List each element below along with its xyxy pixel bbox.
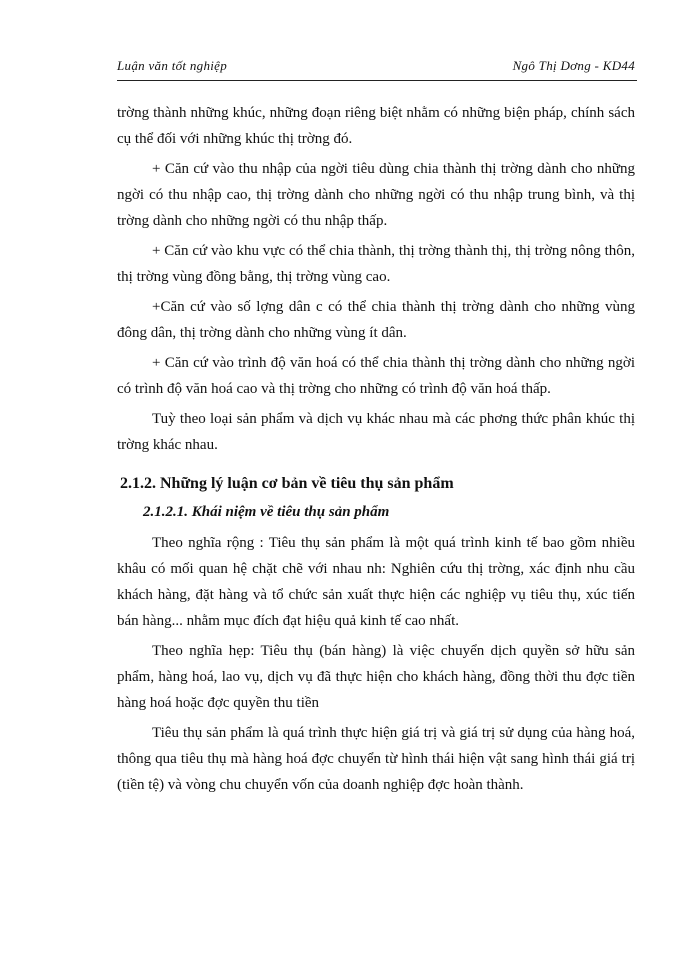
section-heading: 2.1.2. Những lý luận cơ bản về tiêu thụ sản phẩm xyxy=(120,475,454,492)
paragraph-segmentation: Tuỳ theo loại sản phẩm và dịch vụ khác nhau mà các phơng thức phân khúc thị trờng khác nhau. xyxy=(117,411,635,453)
paragraph-value-process: Tiêu thụ sản phẩm là quá trình thực hiện giá trị và giá trị sử dụng của hàng hoá, thông qua tiêu thụ mà hàng hoá đợc chuyển từ hình thái hiện vật sang hình thái giá trị (tiền tệ) và vòng chu chuyển vốn của doanh nghiệp đợc hoàn thành. xyxy=(117,725,635,793)
paragraph-population: +Căn cứ vào số lợng dân c có thể chia thành thị trờng dành cho những vùng đông dân, thị trờng dành cho những vùng ít dân. xyxy=(117,299,635,341)
paragraph-narrow-definition: Theo nghĩa hẹp: Tiêu thụ (bán hàng) là việc chuyển dịch quyền sở hữu sản phẩm, hàng hoá, lao vụ, dịch vụ đã thực hiện cho khách hàng, đồng thời thu đợc tiền hàng hoá hoặc đợc quyền thu tiền xyxy=(117,643,635,711)
paragraph-broad-definition: Theo nghĩa rộng : Tiêu thụ sản phẩm là một quá trình kinh tế bao gồm nhiều khâu có mối quan hệ chặt chẽ với nhau nh: Nghiên cứu thị trờng, xác định nhu cầu khách hàng, đặt hàng và tổ chức sản xuất thực hiện các nghiệp vụ tiêu thụ, xúc tiến bán hàng... nhằm mục đích đạt hiệu quả kinh tế cao nhất. xyxy=(117,535,635,629)
paragraph-education: + Căn cứ vào trình độ văn hoá có thể chia thành thị trờng dành cho những ngời có trình độ văn hoá cao và thị trờng cho những có trình độ văn hoá thấp. xyxy=(117,355,635,397)
header-divider xyxy=(117,80,637,81)
paragraph-continuation: trờng thành những khúc, những đoạn riêng biệt nhằm có những biện pháp, chính sách cụ thể đối với những khúc thị trờng đó. xyxy=(117,105,635,147)
header-author: Ngô Thị Dơng - KD44 xyxy=(512,58,635,73)
subsection-heading: 2.1.2.1. Khái niệm về tiêu thụ sản phẩm xyxy=(143,504,390,520)
header-title: Luận văn tốt nghiệp xyxy=(117,58,228,73)
paragraph-region: + Căn cứ vào khu vực có thể chia thành, thị trờng thành thị, thị trờng nông thôn, thị trờng vùng đồng bằng, thị trờng vùng cao. xyxy=(117,243,635,285)
page-body xyxy=(117,100,635,802)
paragraph-income: + Căn cứ vào thu nhập của ngời tiêu dùng chia thành thị trờng dành cho những ngời có thu nhập cao, thị trờng dành cho những ngời có thu nhập trung bình, và thị trờng dành cho những ngời có thu nhập thấp. xyxy=(117,161,635,229)
